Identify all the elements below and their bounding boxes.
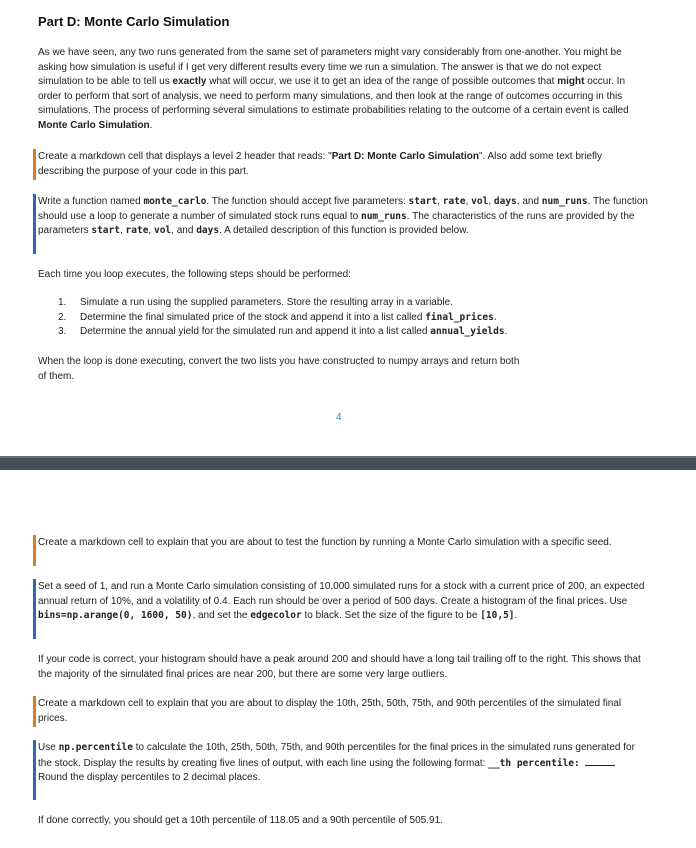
percentile-task-marker (33, 740, 36, 800)
percentile-task-text: Use np.percentile to calculate the 10th, 25th, 50th, 75th, and 90th percentiles for the final prices in the simulated runs generated for the stock. Display the results by creating five lines of output, with each line using the following format: __th percentile: Round the display percentiles to 2 decimal places. (38, 742, 635, 783)
function-task-text: Write a function named monte_carlo. The function should accept five parameters: start, rate, vol, days, and num_runs. The function should use a loop to generate a number of simulated stock runs equal to num_runs. The characteristics of the runs are provided by the parameters start, rate, vol, and days. A detailed description of this function is provided below. (38, 196, 648, 236)
seed-task-text: Set a seed of 1, and run a Monte Carlo simulation consisting of 10,000 simulated runs for a stock with a current price of 200, an expected annual return of 10%, and a volatility of 0.4. Each run should be over a period of 500 days. Create a histogram of the final prices. Use bins=np.arange(0, 1600, 50), and set the edgecolor to black. Set the size of the figure to be [10,5]. (38, 581, 645, 621)
markdown-task-text: Create a markdown cell that displays a level 2 header that reads: "Part D: Monte Carlo Simulation". Also add some text briefly describing the purpose of your code in this part. (38, 151, 603, 177)
loop-intro-text: Each time you loop executes, the following steps should be performed: (38, 269, 351, 280)
intro-paragraph: As we have seen, any two runs generated from the same set of parameters might vary considerably from one-another. You might be asking how simulation is useful if I get very different results every time we run a simulation. The answer is that we do not expect simulation to be able to tell us exactly what will occur, we use it to get an idea of the range of possible outcomes that might occur. In order to perform that sort of analysis, we need to perform many simulations, and then look at the range of outcomes occurring in this simulations. The process of performing several simulations to estimate probabilities relating to the outcome of a certain event is called Monte Carlo Simulation. (38, 47, 629, 131)
md-test-text: Create a markdown cell to explain that you are about to test the function by running a Monte Carlo simulation with a specific seed. (38, 537, 612, 548)
page-separator-highlight (0, 456, 696, 458)
page-number: 4 (336, 412, 342, 423)
md-percentiles-text: Create a markdown cell to explain that you are about to display the 10th, 25th, 50th, 75th, and 90th percentiles of the simulated final prices. (38, 698, 622, 724)
function-task-marker (33, 194, 36, 254)
section-title: Part D: Monte Carlo Simulation (38, 14, 230, 29)
list-item: 2. Determine the final simulated price of the stock and append it into a list called final_prices. (58, 311, 497, 323)
result-note-text: If done correctly, you should get a 10th percentile of 118.05 and a 90th percentile of 505.91. (38, 815, 443, 826)
histogram-note-text: If your code is correct, your histogram should have a peak around 200 and should have a long tail trailing off to the right. This shows that the majority of the simulated final prices are near 200, but there are some very large outliers. (38, 654, 641, 680)
document-page-2 (0, 470, 696, 848)
seed-task-marker (33, 579, 36, 639)
md-test-marker (33, 535, 36, 566)
loop-steps-list (58, 296, 507, 340)
page-separator (0, 456, 696, 470)
after-loop-text: When the loop is done executing, convert the two lists you have constructed to numpy arrays and return both of them. (38, 356, 520, 382)
list-item: 1. Simulate a run using the supplied parameters. Store the resulting array in a variable. (58, 297, 453, 308)
list-item: 3. Determine the annual yield for the simulated run and append it into a list called annual_yields. (58, 326, 508, 337)
md-percentiles-marker (33, 696, 36, 727)
markdown-task-marker (33, 149, 36, 180)
format-blank (585, 756, 615, 766)
